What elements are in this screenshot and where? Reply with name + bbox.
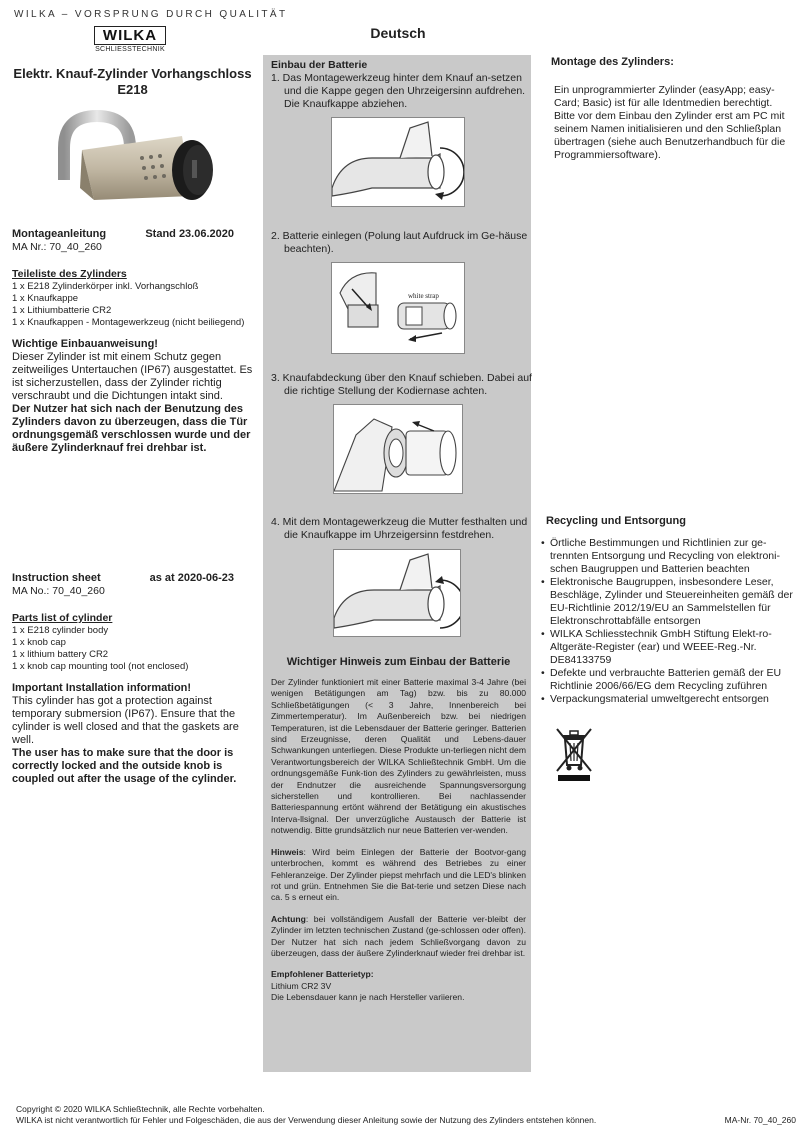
tagline: WILKA – VORSPRUNG DURCH QUALITÄT: [14, 9, 288, 20]
step-1-figure: [331, 117, 465, 207]
wilka-logo: [94, 26, 166, 53]
battery-type-label: Empfohlener Batterietyp:: [271, 969, 374, 980]
english-important-heading: Important Installation information!: [12, 682, 192, 694]
german-important-text: Dieser Zylinder ist mit einem Schutz gegen zeitweiliges Untertauchen (IP67) ausgestattet. Es ist sicherzustellen, dass der Zylinder richtig verschraubt und die Dichtungen intakt sind.: [12, 351, 253, 402]
language-heading: Deutsch: [370, 25, 426, 41]
mounting-section: [541, 56, 796, 162]
footer-doc-number: MA-Nr. 70_40_260: [724, 1115, 796, 1125]
english-part-item: 1 x E218 cylinder body: [12, 625, 109, 636]
battery-step-1: 1. Das Montagewerkzeug hinter dem Knauf an-setzen und die Kappe gegen den Uhrzeigersinn aufdrehen. Die Knaufkappe abziehen.: [271, 72, 526, 110]
english-parts-heading: Parts list of cylinder: [12, 612, 113, 624]
mounting-heading: Montage des Zylinders:: [551, 56, 674, 68]
hint-body: [271, 677, 526, 1004]
battery-note: Die Lebensdauer kann je nach Hersteller variieren.: [271, 992, 465, 1003]
battery-step-3: 3. Knaufabdeckung über den Knauf schieben. Dabei auf die richtige Stellung der Kodiernase achten.: [271, 372, 532, 397]
battery-step-2: 2. Batterie einlegen (Polung laut Aufdruck im Ge-häuse beachten).: [271, 230, 528, 255]
recycling-list: [541, 537, 796, 706]
hint-paragraph-1: Der Zylinder funktioniert mit einer Batterie maximal 3-4 Jahre (bei wenigen Betätigungen am Tag) bzw. bis zu 80.000 Schließbetätigungen (< 3 Jahre, Innenbereich bei Zimmertemperatur). Im Außenbereich bzw. bei niedrigen Temperaturen, ist die Lebensdauer der Batterie geringer. Batterien sind Erzeugnisse, deren Qualität und Lebens-dauer Schwankungen unterliegen. Diese Produkte un-terliegen nicht dem Verantwortungsbereich der WILKA Schließtechnik GmbH. Um die ordnungsgemäße Funk-tion des Zylinders zu gewährleisten, muss der Endnutzer die ausreichende Spannungsversorgung sicherstellen und kontrollieren. Bei nachlassender Batteriespannung ertönt während der Betätigung ein akustisches Interva-llsignal. Der unverzügliche Austausch der Batterie ist notwendig. Bitte grundsätzlich nur neue Batterien ver-wenden.: [271, 677, 526, 836]
english-part-item: 1 x knob cap: [12, 637, 66, 648]
footer-copyright: Copyright © 2020 WILKA Schließtechnik, alle Rechte vorbehalten.: [16, 1104, 265, 1114]
recycling-heading: Recycling und Entsorgung: [546, 515, 686, 527]
german-date: Stand 23.06.2020: [145, 228, 234, 240]
english-doc-row: [12, 572, 260, 585]
hint-paragraph-3: [271, 914, 526, 960]
recycling-item: • Defekte und verbrauchte Batterien gemäß der EU Richtlinie 2006/66/EG dem Recycling zuführen: [541, 667, 796, 693]
english-important-text: This cylinder has got a protection against temporary submersion (IP67). Ensure that the cylinder is well closed and that the gaskets are well.: [12, 695, 239, 746]
english-important-bold: The user has to make sure that the door is correctly locked and the outside knob is coupled out after the usage of the cylinder.: [12, 747, 237, 785]
german-doc-label: Montageanleitung: [12, 228, 107, 240]
battery-heading: Einbau der Batterie: [271, 59, 368, 71]
english-date: as at 2020-06-23: [149, 572, 234, 584]
hint-text: : Wird beim Einlegen der Batterie der Bootvor-gang unterbrochen, kommt es während des Betriebes zu einer Fehleranzeige. Der Zylinder piepst mehrfach und die LED's blinken rot und grün. Entnehmen Sie die Bat-terie und setzen Diese nach ca. 5 s erneut ein.: [271, 846, 526, 903]
footer: [16, 1104, 796, 1126]
product-title: Elektr. Knauf-Zylinder Vorhangschloss E218: [13, 66, 252, 97]
recycling-item: • Elektronische Baugruppen, insbesondere Leser, Beschläge, Zylinder und Steuereinheiten gemäß der EU-Richtlinie 2012/19/EU an Sammelstellen für Elektronschrottabfälle entsorgen: [541, 576, 796, 628]
weee-bin-icon: [554, 725, 594, 783]
english-part-item: 1 x lithium battery CR2: [12, 649, 109, 660]
step-2-figure: [331, 262, 465, 354]
battery-type: Lithium CR2 3V: [271, 980, 332, 991]
german-parts-heading: Teileliste des Zylinders: [12, 268, 127, 280]
english-section: [12, 572, 260, 786]
recycling-item: • Verpackungsmaterial umweltgerecht entsorgen: [541, 693, 796, 706]
german-part-item: 1 x Knaufkappe: [12, 293, 79, 304]
hint-label: Hinweis: [271, 846, 304, 857]
german-part-item: 1 x Lithiumbatterie CR2: [12, 305, 112, 316]
german-doc-row: [12, 228, 260, 241]
german-section: [12, 228, 260, 455]
hint-paragraph-2: [271, 847, 526, 904]
recycling-item: • WILKA Schliesstechnik GmbH Stiftung Elekt-ro-Altgeräte-Register (ear) und WEEE-Reg.-Nr. DE84133759: [541, 628, 796, 667]
logo-subtitle: SCHLIESSTECHNIK: [95, 46, 165, 53]
recycling-item: • Örtliche Bestimmungen und Richtlinien zur ge-trennten Entsorgung und Recycling von elektroni-schen Baugruppen und Batterien beachten: [541, 537, 796, 576]
product-image: [42, 108, 222, 206]
warning-label: Achtung: [271, 913, 306, 924]
german-part-item: 1 x Knaufkappen - Montagewerkzeug (nicht beiliegend): [12, 317, 245, 328]
battery-step-4: 4. Mit dem Montagewerkzeug die Mutter festhalten und die Knaufkappe im Uhrzeigersinn festdrehen.: [271, 516, 528, 541]
mounting-text: Ein unprogrammierter Zylinder (easyApp; easy-Card; Basic) ist für alle Identmedien berechtigt. Bitte vor dem Einbau den Zylinder erst am PC mit seinem Namen initialisieren und den Schließplan übertragen (siehe auch Benutzerhandbuch für die Programmiersoftware).: [554, 84, 786, 161]
step-4-figure: [333, 549, 461, 637]
battery-type-block: [271, 969, 526, 1003]
step-3-figure: [333, 404, 463, 494]
hint-heading: Wichtiger Hinweis zum Einbau der Batterie: [286, 656, 511, 668]
english-ma-nr: MA No.: 70_40_260: [12, 585, 105, 597]
english-doc-label: Instruction sheet: [12, 572, 101, 584]
logo-text: WILKA: [94, 26, 166, 45]
german-part-item: 1 x E218 Zylinderkörper inkl. Vorhangschloß: [12, 281, 199, 292]
german-important-bold: Der Nutzer hat sich nach der Benutzung des Zylinders davon zu überzeugen, dass die Tür ordnungsgemäß verschlossen wurde und der äußere Zylinderknauf frei drehbar ist.: [12, 403, 251, 454]
recycling-section: [541, 515, 796, 706]
white-strap-label: white strap: [408, 292, 439, 300]
footer-disclaimer: WILKA ist nicht verantwortlich für Fehler und Folgeschäden, die aus der Verwendung dieser Anleitung sowie der Nutzung des Zylinders entstehen können.: [16, 1115, 597, 1125]
german-ma-nr: MA Nr.: 70_40_260: [12, 241, 102, 253]
english-part-item: 1 x knob cap mounting tool (not enclosed): [12, 661, 189, 672]
german-important-heading: Wichtige Einbauanweisung!: [12, 338, 158, 350]
warning-text: : bei vollständigem Ausfall der Batterie ver-bleibt der Zylinder im letzten technischen Zustand (ge-schlossen oder offen). Der Nutzer hat sich nach jedem Schließvorgang davon zu überzeugen, dass der äußere Zylinderknauf wieder frei drehbar ist.: [271, 913, 526, 958]
